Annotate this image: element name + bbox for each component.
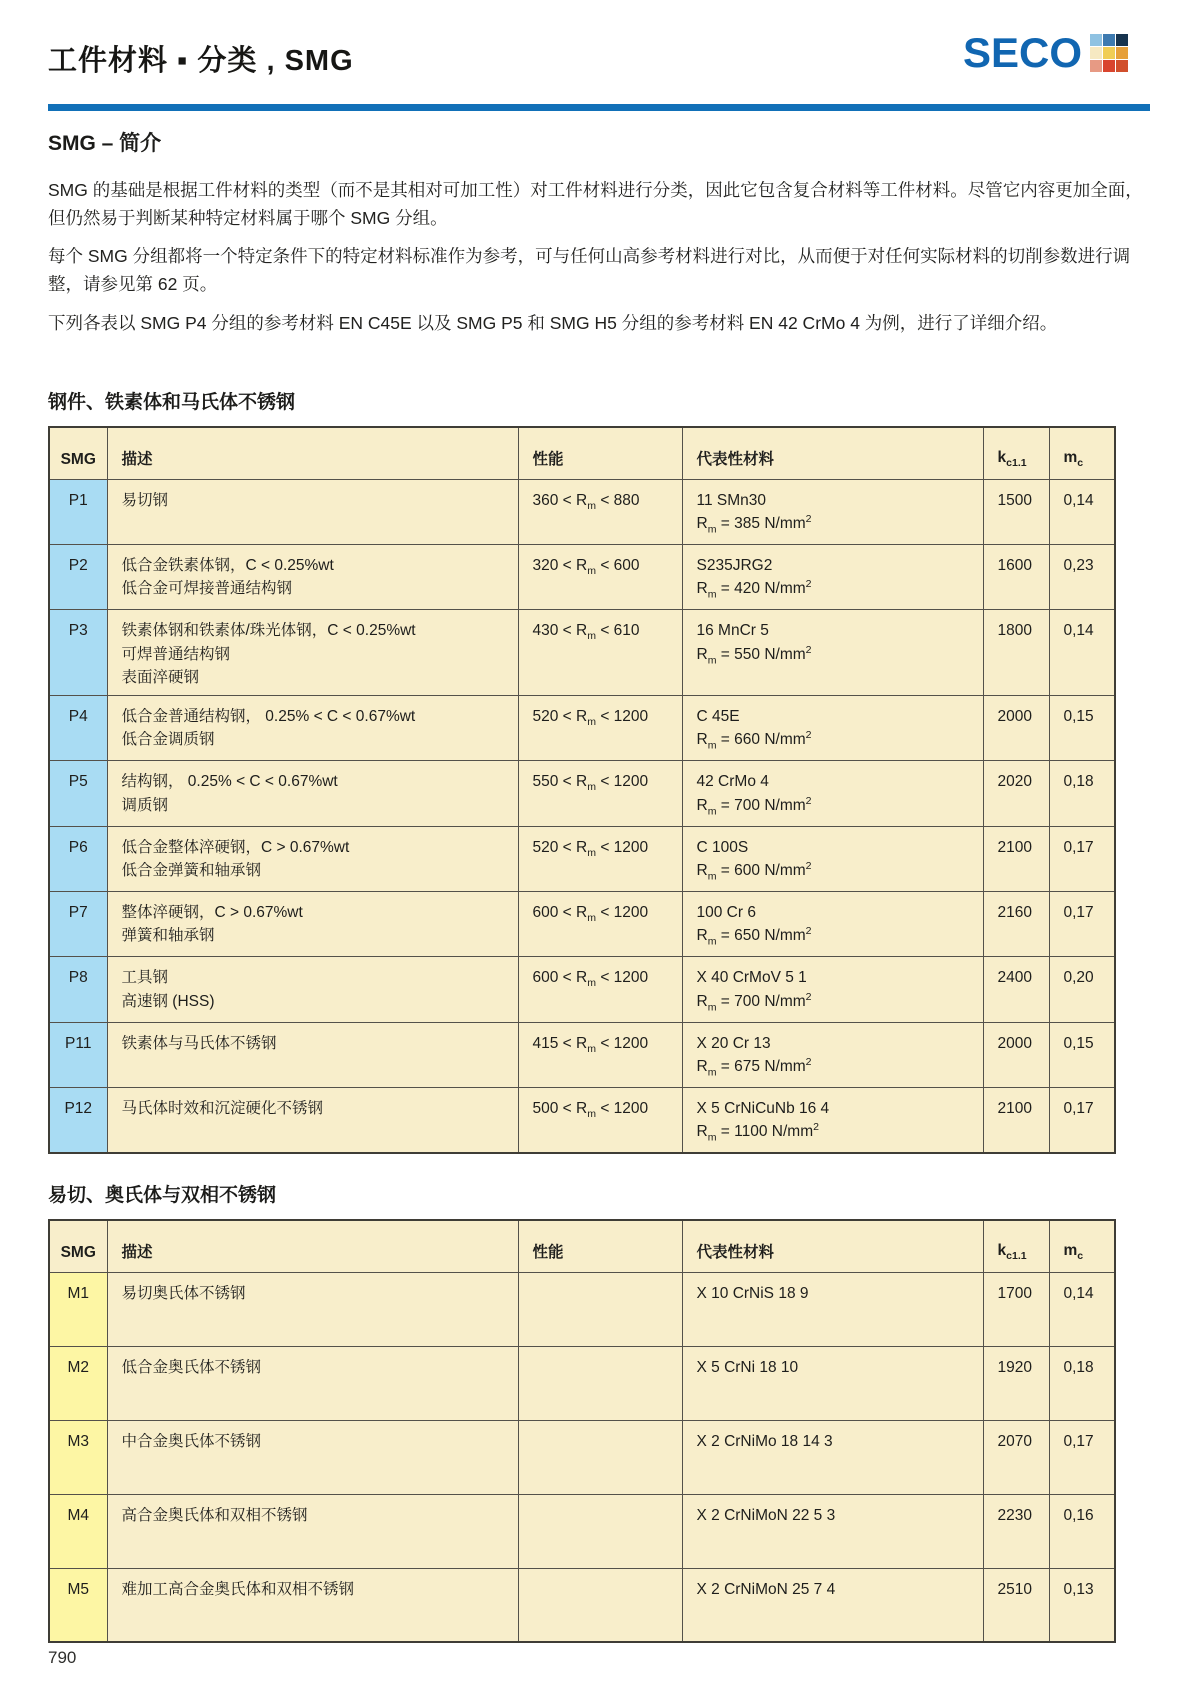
kc-value-cell: 1600 bbox=[983, 545, 1049, 610]
kc-value-cell: 1700 bbox=[983, 1272, 1049, 1346]
smg-code-cell: P5 bbox=[49, 761, 107, 826]
col-header-mc: $m_c$ bbox=[1049, 1220, 1115, 1272]
table1-title: 钢件、铁素体和马氏体不锈钢 bbox=[48, 392, 296, 414]
material-cell bbox=[682, 761, 983, 826]
kc-value-cell: 2000 bbox=[983, 1022, 1049, 1087]
material-cell bbox=[682, 957, 983, 1022]
description-line: 工具钢 bbox=[121, 969, 169, 987]
material-cell bbox=[682, 1272, 983, 1346]
description-line: 低合金普通结构钢， 0.25% < C < 0.67%wt bbox=[121, 708, 416, 726]
smg-code-cell: P6 bbox=[49, 826, 107, 891]
col-header-material: 代表性材料 bbox=[682, 1220, 983, 1272]
performance-cell bbox=[518, 1494, 682, 1568]
description-line: 结构钢， 0.25% < C < 0.67%wt bbox=[121, 773, 338, 791]
material-cell bbox=[682, 1494, 983, 1568]
material-line: X 20 Cr 13 bbox=[696, 1034, 771, 1052]
description-line: 铁素体与马氏体不锈钢 bbox=[121, 1034, 277, 1052]
material-line: 100 Cr 6 bbox=[696, 904, 756, 922]
kc-value-cell: 2020 bbox=[983, 761, 1049, 826]
header-divider bbox=[48, 104, 1150, 111]
material-line: $R_m = 1100$ $N/mm^2$ bbox=[696, 1121, 819, 1144]
description-cell bbox=[107, 1087, 518, 1153]
intro-paragraph: 每个 SMG 分组都将一个特定条件下的特定材料标准作为参考，可与任何山高参考材料进行对比，从而便于对任何实际材料的切削参数进行调整，请参见第 62 页。 bbox=[48, 246, 1131, 294]
mc-value-cell: 0,23 bbox=[1049, 545, 1115, 610]
kc-value-cell: 2400 bbox=[983, 957, 1049, 1022]
kc-value-cell: 1920 bbox=[983, 1346, 1049, 1420]
material-line: X 2 CrNiMoN 22 5 3 bbox=[696, 1506, 836, 1524]
col-header-kc11: $k_{c1.1}$ bbox=[983, 427, 1049, 479]
material-line: $R_m = 675$ $N/mm^2$ bbox=[696, 1055, 812, 1079]
material-line: 42 CrMo 4 bbox=[696, 773, 769, 791]
section-heading: SMG – 简介 bbox=[48, 132, 162, 155]
mc-value-cell: 0,18 bbox=[1049, 761, 1115, 826]
smg-code-cell: P1 bbox=[49, 479, 107, 544]
smg-code-cell: M4 bbox=[49, 1494, 107, 1568]
table-row bbox=[49, 761, 1115, 826]
mc-value-cell: 0,17 bbox=[1049, 1087, 1115, 1153]
kc-value-cell: 2100 bbox=[983, 1087, 1049, 1153]
table-row bbox=[49, 1022, 1115, 1087]
material-line: $R_m = 600$ $N/mm^2$ bbox=[696, 859, 812, 883]
smg-code-cell: M2 bbox=[49, 1346, 107, 1420]
smg-code-cell: P3 bbox=[49, 610, 107, 696]
seco-logo-text: SECO bbox=[962, 29, 1082, 76]
material-cell bbox=[682, 1346, 983, 1420]
table-row bbox=[49, 1568, 1115, 1642]
table-row bbox=[49, 1272, 1115, 1346]
mosaic-square bbox=[1116, 34, 1128, 46]
steel-smg-table bbox=[48, 426, 1116, 1154]
material-line: $R_m = 660$ $N/mm^2$ bbox=[696, 729, 812, 752]
description-cell bbox=[107, 1346, 518, 1420]
performance-cell: $520 < R_m < 1200$ bbox=[518, 826, 682, 891]
table2-title: 易切、奥氏体与双相不锈钢 bbox=[48, 1185, 277, 1207]
material-line: X 2 CrNiMo 18 14 3 bbox=[696, 1432, 833, 1450]
material-cell bbox=[682, 1420, 983, 1494]
table-header-row bbox=[49, 1220, 1115, 1272]
mc-value-cell: 0,16 bbox=[1049, 1494, 1115, 1568]
description-cell bbox=[107, 479, 518, 544]
mc-value-cell: 0,18 bbox=[1049, 1346, 1115, 1420]
seco-mosaic-icon bbox=[1090, 34, 1128, 72]
description-line: 易切钢 bbox=[121, 491, 169, 509]
description-cell bbox=[107, 826, 518, 891]
description-line: 铁素体钢和铁素体/珠光体钢，C < 0.25%wt bbox=[121, 622, 416, 640]
mosaic-square bbox=[1103, 60, 1115, 72]
description-cell bbox=[107, 1420, 518, 1494]
col-header-smg: SMG bbox=[49, 1220, 107, 1272]
material-line: C 45E bbox=[696, 708, 740, 726]
material-line: $R_m = 550$ $N/mm^2$ bbox=[696, 643, 812, 666]
description-cell bbox=[107, 610, 518, 696]
kc-value-cell: 2510 bbox=[983, 1568, 1049, 1642]
mosaic-square bbox=[1103, 34, 1115, 46]
performance-cell: $600 < R_m < 1200$ bbox=[518, 957, 682, 1022]
description-cell bbox=[107, 957, 518, 1022]
description-cell bbox=[107, 1494, 518, 1568]
col-header-kc11: $k_{c1.1}$ bbox=[983, 1220, 1049, 1272]
description-cell bbox=[107, 892, 518, 957]
table-row bbox=[49, 1494, 1115, 1568]
smg-code-cell: M3 bbox=[49, 1420, 107, 1494]
smg-code-cell: P2 bbox=[49, 545, 107, 610]
description-line: 易切奥氏体不锈钢 bbox=[121, 1284, 246, 1302]
material-line: $R_m = 650$ $N/mm^2$ bbox=[696, 925, 812, 948]
description-line: 高合金奥氏体和双相不锈钢 bbox=[121, 1506, 308, 1524]
material-cell bbox=[682, 545, 983, 610]
table-row bbox=[49, 1087, 1115, 1153]
mc-value-cell: 0,17 bbox=[1049, 826, 1115, 891]
description-line: 低合金可焊接普通结构钢 bbox=[121, 580, 293, 598]
description-cell bbox=[107, 545, 518, 610]
mosaic-square bbox=[1103, 47, 1115, 59]
performance-cell: $600 < R_m < 1200$ bbox=[518, 892, 682, 957]
material-line: 11 SMn30 bbox=[696, 491, 767, 509]
smg-code-cell: P8 bbox=[49, 957, 107, 1022]
mc-value-cell: 0,20 bbox=[1049, 957, 1115, 1022]
smg-code-cell: P4 bbox=[49, 696, 107, 761]
description-cell bbox=[107, 1568, 518, 1642]
col-header-performance: 性能 bbox=[518, 1220, 682, 1272]
col-header-description: 描述 bbox=[107, 427, 518, 479]
performance-cell: $360 < R_m < 880$ bbox=[518, 479, 682, 544]
page-header bbox=[48, 30, 1150, 90]
seco-logo bbox=[962, 29, 1128, 76]
material-line: $R_m = 385$ $N/mm^2$ bbox=[696, 512, 812, 536]
table-row bbox=[49, 1420, 1115, 1494]
material-line: $R_m = 700$ $N/mm^2$ bbox=[696, 794, 812, 817]
description-line: 高速钢 (HSS) bbox=[121, 992, 215, 1010]
description-line: 低合金调质钢 bbox=[121, 731, 215, 749]
kc-value-cell: 2100 bbox=[983, 826, 1049, 891]
performance-cell: $520 < R_m < 1200$ bbox=[518, 696, 682, 761]
description-line: 低合金整体淬硬钢，C > 0.67%wt bbox=[121, 838, 350, 856]
mosaic-square bbox=[1090, 60, 1102, 72]
table-row bbox=[49, 1346, 1115, 1420]
mc-value-cell: 0,17 bbox=[1049, 892, 1115, 957]
mc-value-cell: 0,15 bbox=[1049, 696, 1115, 761]
col-header-performance: 性能 bbox=[518, 427, 682, 479]
material-line: C 100S bbox=[696, 838, 749, 856]
smg-code-cell: P11 bbox=[49, 1022, 107, 1087]
mosaic-square bbox=[1116, 47, 1128, 59]
performance-cell bbox=[518, 1272, 682, 1346]
smg-code-cell: M1 bbox=[49, 1272, 107, 1346]
material-line: 16 MnCr 5 bbox=[696, 622, 769, 640]
description-line: 低合金铁素体钢，C < 0.25%wt bbox=[121, 557, 334, 575]
page-title: 工件材料 ▪ 分类 , SMG bbox=[48, 45, 354, 77]
description-cell bbox=[107, 1022, 518, 1087]
material-line: $R_m = 420$ $N/mm^2$ bbox=[696, 578, 812, 601]
material-line: X 2 CrNiMoN 25 7 4 bbox=[696, 1580, 836, 1598]
table-row bbox=[49, 696, 1115, 761]
smg-code-cell: M5 bbox=[49, 1568, 107, 1642]
performance-cell: $430 < R_m < 610$ bbox=[518, 610, 682, 696]
col-header-mc: $m_c$ bbox=[1049, 427, 1115, 479]
mc-value-cell: 0,15 bbox=[1049, 1022, 1115, 1087]
kc-value-cell: 2230 bbox=[983, 1494, 1049, 1568]
description-line: 可焊普通结构钢 bbox=[121, 645, 231, 663]
material-cell bbox=[682, 1022, 983, 1087]
col-header-material: 代表性材料 bbox=[682, 427, 983, 479]
mosaic-square bbox=[1090, 34, 1102, 46]
mc-value-cell: 0,14 bbox=[1049, 479, 1115, 544]
material-cell bbox=[682, 826, 983, 891]
description-line: 弹簧和轴承钢 bbox=[121, 927, 215, 945]
description-line: 整体淬硬钢，C > 0.67%wt bbox=[121, 904, 303, 922]
smg-code-cell: P12 bbox=[49, 1087, 107, 1153]
performance-cell bbox=[518, 1420, 682, 1494]
material-line: X 5 CrNi 18 10 bbox=[696, 1358, 799, 1376]
smg-code-cell: P7 bbox=[49, 892, 107, 957]
performance-cell bbox=[518, 1346, 682, 1420]
performance-cell bbox=[518, 1568, 682, 1642]
performance-cell: $500 < R_m < 1200$ bbox=[518, 1087, 682, 1153]
col-header-smg: SMG bbox=[49, 427, 107, 479]
description-line: 难加工高合金奥氏体和双相不锈钢 bbox=[121, 1580, 355, 1598]
kc-value-cell: 1800 bbox=[983, 610, 1049, 696]
table-row bbox=[49, 545, 1115, 610]
table-header-row bbox=[49, 427, 1115, 479]
performance-cell: $415 < R_m < 1200$ bbox=[518, 1022, 682, 1087]
performance-cell: $550 < R_m < 1200$ bbox=[518, 761, 682, 826]
material-cell bbox=[682, 892, 983, 957]
material-cell bbox=[682, 610, 983, 696]
mc-value-cell: 0,14 bbox=[1049, 610, 1115, 696]
table-row bbox=[49, 892, 1115, 957]
intro-paragraph: SMG 的基础是根据工件材料的类型（而不是其相对可加工性）对工件材料进行分类，因此它包含复合材料等工件材料。尽管它内容更加全面，但仍然易于判断某种特定材料属于哪个 SMG 分组。 bbox=[48, 180, 1143, 228]
description-line: 表面淬硬钢 bbox=[121, 668, 200, 686]
table-row bbox=[49, 479, 1115, 544]
table-row bbox=[49, 826, 1115, 891]
material-cell bbox=[682, 1568, 983, 1642]
performance-cell: $320 < R_m < 600$ bbox=[518, 545, 682, 610]
material-cell bbox=[682, 696, 983, 761]
kc-value-cell: 2000 bbox=[983, 696, 1049, 761]
material-cell bbox=[682, 1087, 983, 1153]
material-line: $R_m = 700$ $N/mm^2$ bbox=[696, 990, 812, 1013]
material-line: X 5 CrNiCuNb 16 4 bbox=[696, 1099, 830, 1117]
mc-value-cell: 0,17 bbox=[1049, 1420, 1115, 1494]
kc-value-cell: 2160 bbox=[983, 892, 1049, 957]
description-cell bbox=[107, 761, 518, 826]
kc-value-cell: 1500 bbox=[983, 479, 1049, 544]
table-row bbox=[49, 957, 1115, 1022]
description-cell bbox=[107, 1272, 518, 1346]
description-line: 调质钢 bbox=[121, 796, 169, 814]
col-header-description: 描述 bbox=[107, 1220, 518, 1272]
description-line: 马氏体时效和沉淀硬化不锈钢 bbox=[121, 1099, 324, 1117]
material-line: X 10 CrNiS 18 9 bbox=[696, 1284, 809, 1302]
kc-value-cell: 2070 bbox=[983, 1420, 1049, 1494]
material-cell bbox=[682, 479, 983, 544]
description-line: 低合金奥氏体不锈钢 bbox=[121, 1358, 262, 1376]
material-line: X 40 CrMoV 5 1 bbox=[696, 969, 807, 987]
mosaic-square bbox=[1090, 47, 1102, 59]
page-number: 790 bbox=[48, 1648, 77, 1667]
material-line: S235JRG2 bbox=[696, 557, 773, 575]
mc-value-cell: 0,13 bbox=[1049, 1568, 1115, 1642]
description-cell bbox=[107, 696, 518, 761]
stainless-smg-table bbox=[48, 1219, 1116, 1643]
table-row bbox=[49, 610, 1115, 696]
intro-paragraph: 下列各表以 SMG P4 分组的参考材料 EN C45E 以及 SMG P5 和 SMG H5 分组的参考材料 EN 42 CrMo 4 为例，进行了详细介绍。 bbox=[48, 312, 1058, 333]
description-line: 中合金奥氏体不锈钢 bbox=[121, 1432, 262, 1450]
mc-value-cell: 0,14 bbox=[1049, 1272, 1115, 1346]
description-line: 低合金弹簧和轴承钢 bbox=[121, 861, 262, 879]
mosaic-square bbox=[1116, 60, 1128, 72]
